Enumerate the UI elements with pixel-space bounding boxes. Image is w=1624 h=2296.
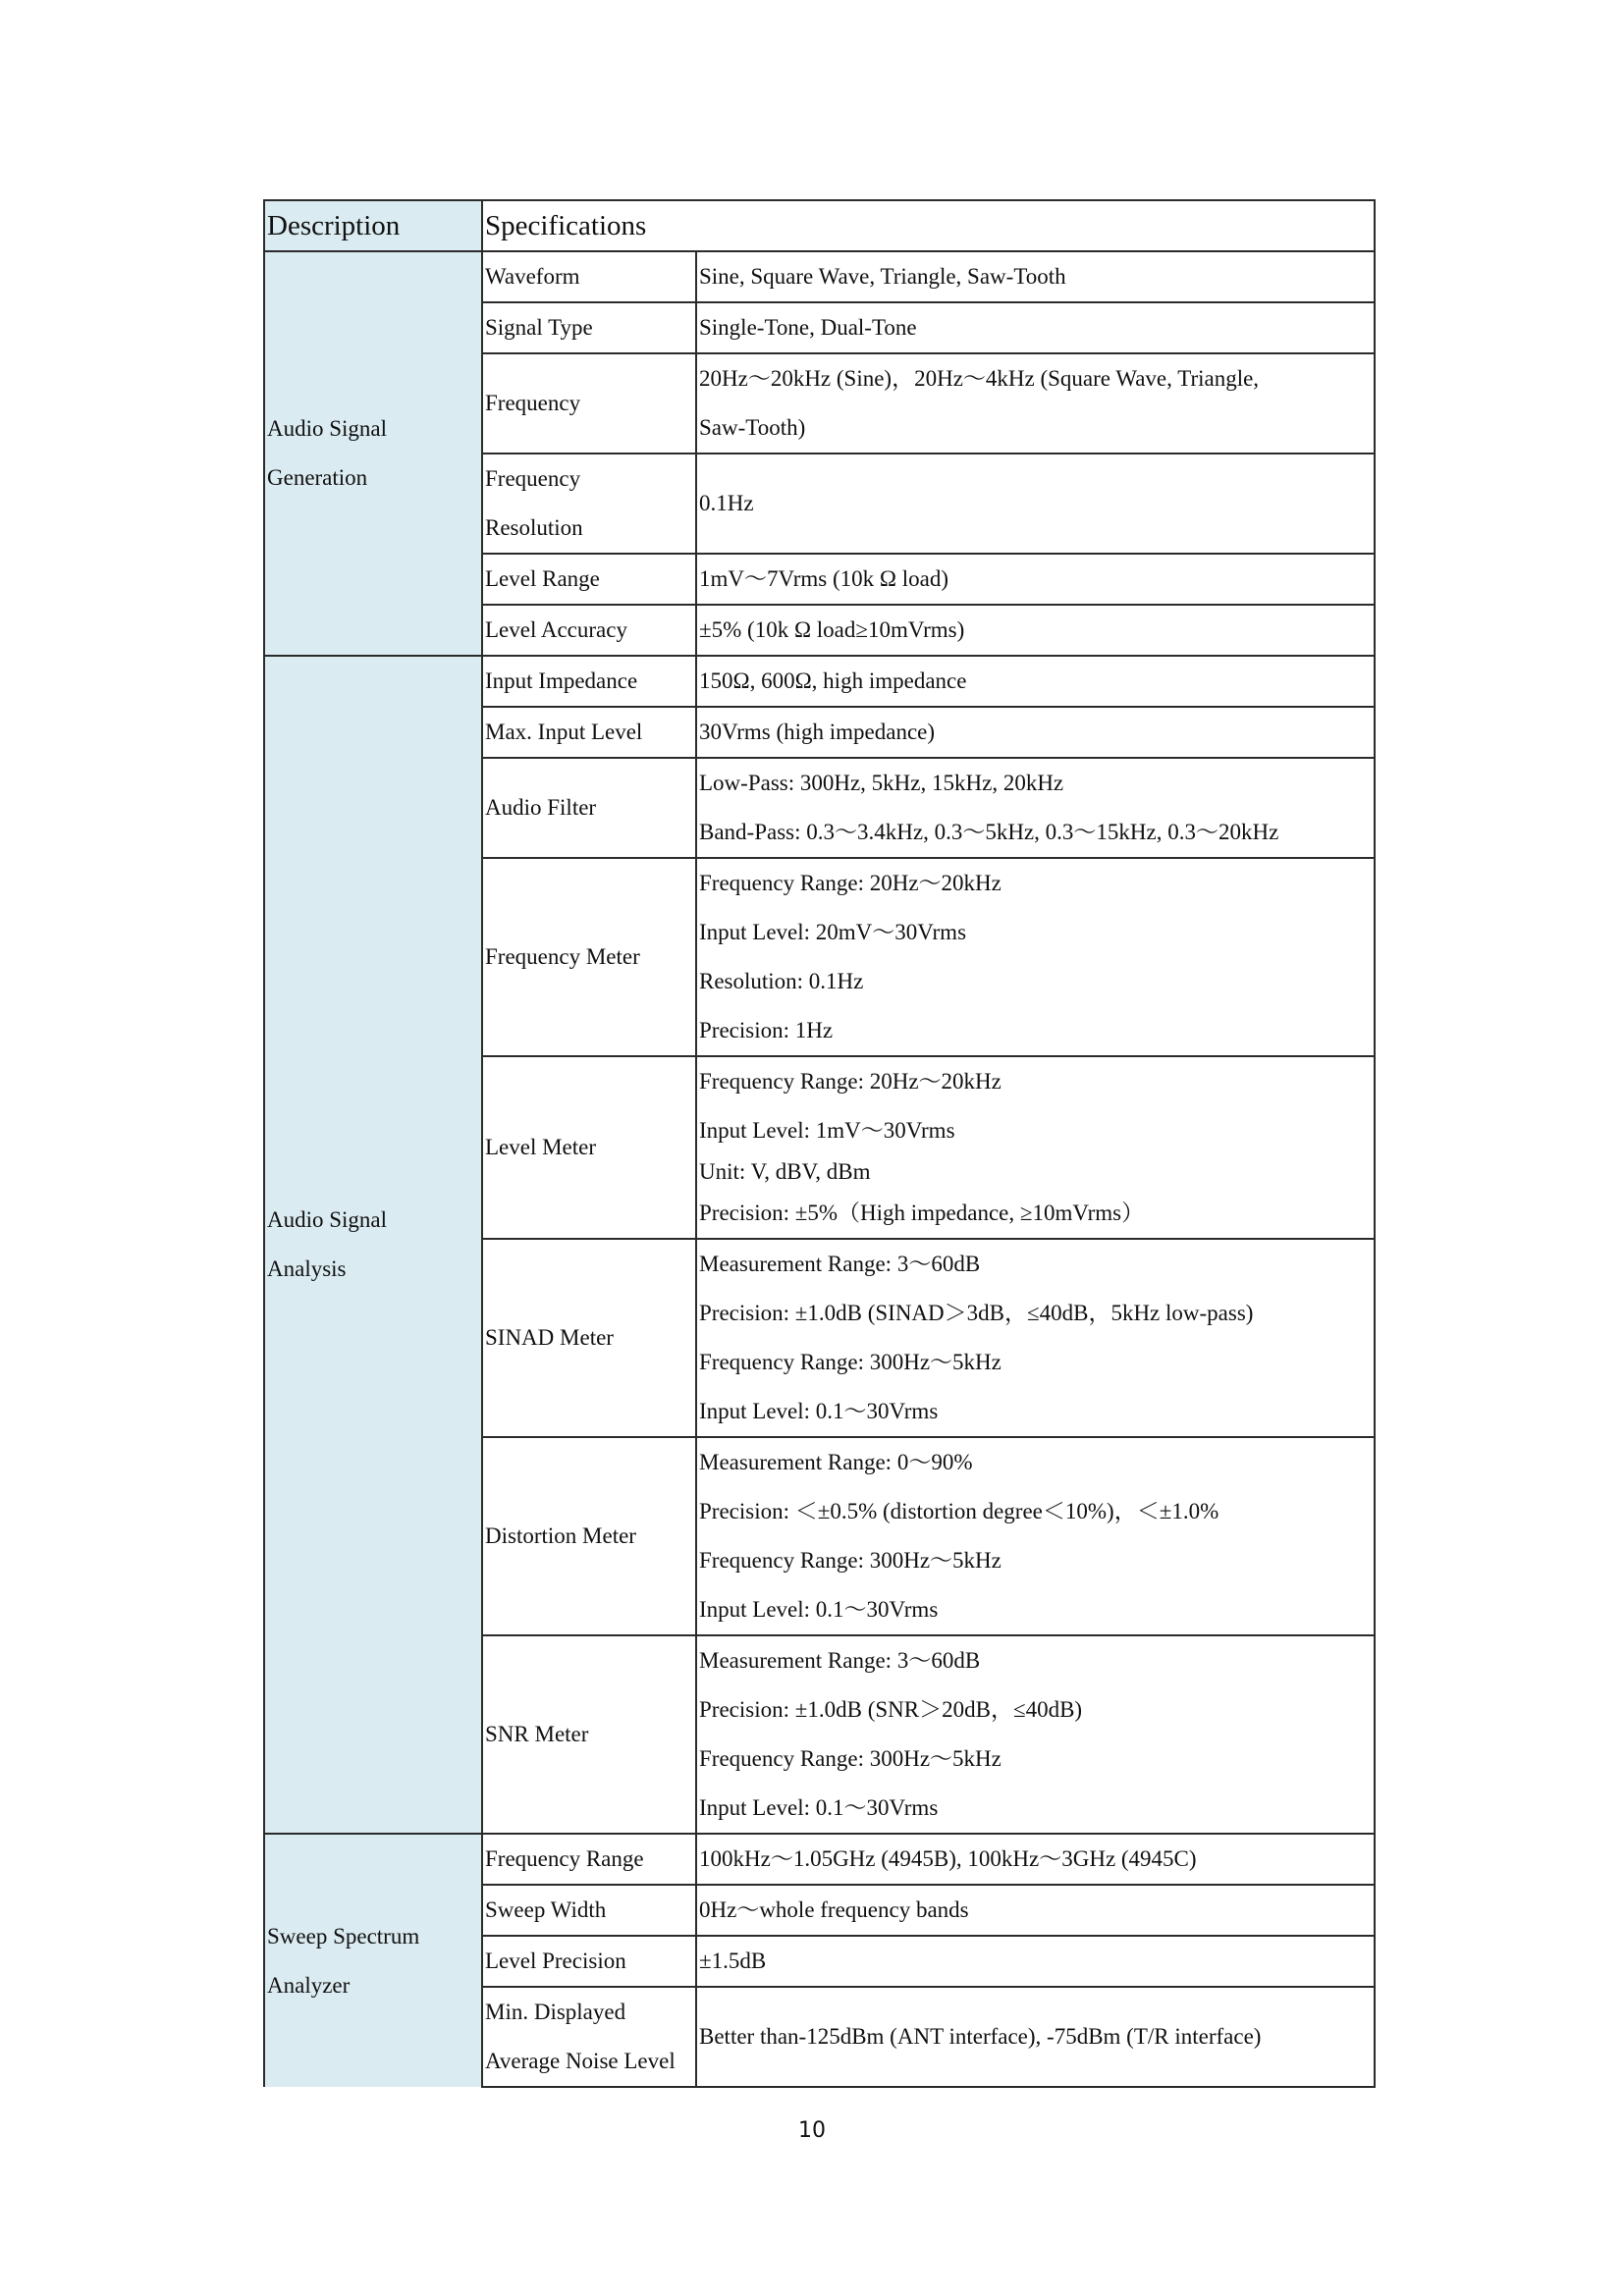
specifications-table: [263, 199, 1376, 2088]
specification-value-cell: [696, 1987, 1375, 2087]
specification-value-line: Measurement Range: 3～60dB: [699, 1252, 981, 1276]
header-description: Description: [264, 200, 482, 251]
specification-value-line: Frequency Range: 20Hz～20kHz: [699, 1069, 1001, 1094]
parameter-label: Min. Displayed: [485, 2000, 626, 2024]
specification-value-line: 100kHz～1.05GHz (4945B), 100kHz～3GHz (4945C): [699, 1846, 1197, 1871]
specification-value-line: Frequency Range: 300Hz～5kHz: [699, 1548, 1001, 1573]
parameter-label: Level Accuracy: [485, 617, 627, 642]
specification-value-line: Input Level: 0.1～30Vrms: [699, 1399, 939, 1423]
header-specifications: Specifications: [482, 200, 1375, 251]
parameter-label: Sweep Width: [485, 1897, 607, 1922]
table-header-row: [264, 200, 1375, 251]
specification-value-line: Precision: ＜±0.5% (distortion degree＜10%)，＜±1.0%: [699, 1499, 1219, 1523]
specification-value-line: Resolution: 0.1Hz: [699, 969, 864, 993]
specification-value-cell: [696, 554, 1375, 605]
specification-value-line: 1mV～7Vrms (10k Ω load): [699, 566, 948, 591]
category-label: Generation: [267, 465, 368, 490]
parameter-cell: [482, 1834, 696, 1885]
category-cell: [264, 1834, 482, 2087]
specification-value-line: Single-Tone, Dual-Tone: [699, 315, 917, 340]
parameter-cell: [482, 353, 696, 454]
table-row: [264, 656, 1375, 707]
specification-value-cell: [696, 707, 1375, 758]
specification-value-cell: [696, 1437, 1375, 1635]
parameter-label: Audio Filter: [485, 795, 597, 820]
specification-value-line: 20Hz～20kHz (Sine)，20Hz～4kHz (Square Wave, Triangle,: [699, 366, 1260, 391]
page-number: 10: [798, 2118, 826, 2143]
specification-value-line: 150Ω, 600Ω, high impedance: [699, 668, 967, 693]
specification-value-line: Input Level: 1mV～30Vrms: [699, 1118, 955, 1143]
parameter-label: SINAD Meter: [485, 1325, 614, 1350]
specification-value-cell: [696, 1834, 1375, 1885]
parameter-cell: [482, 1936, 696, 1987]
specification-value-cell: [696, 1635, 1375, 1834]
specification-value-line: Frequency Range: 300Hz～5kHz: [699, 1350, 1001, 1374]
parameter-cell: [482, 707, 696, 758]
specification-value-line: Precision: ±1.0dB (SNR＞20dB，≤40dB): [699, 1697, 1083, 1722]
specification-value-line: ±1.5dB: [699, 1949, 767, 1973]
specification-value-cell: [696, 454, 1375, 554]
parameter-label: Frequency: [485, 466, 581, 491]
specification-value-line: Precision: ±1.0dB (SINAD＞3dB，≤40dB，5kHz low-pass): [699, 1301, 1254, 1325]
category-cell: [264, 251, 482, 656]
parameter-cell: [482, 656, 696, 707]
parameter-label: Resolution: [485, 515, 583, 540]
specification-value-line: Unit: V, dBV, dBm: [699, 1159, 871, 1184]
specification-value-cell: [696, 656, 1375, 707]
parameter-cell: [482, 454, 696, 554]
category-label: Audio Signal: [267, 1207, 388, 1232]
specification-value-line: Saw-Tooth): [699, 415, 806, 440]
parameter-cell: [482, 1437, 696, 1635]
specification-value-cell: [696, 1239, 1375, 1437]
parameter-label: Level Meter: [485, 1135, 597, 1159]
specification-value-line: 0Hz～whole frequency bands: [699, 1897, 969, 1922]
parameter-cell: [482, 1056, 696, 1239]
parameter-cell: [482, 858, 696, 1056]
specification-value-line: Frequency Range: 20Hz～20kHz: [699, 871, 1001, 895]
specification-value-cell: [696, 1936, 1375, 1987]
specification-value-line: Precision: 1Hz: [699, 1018, 834, 1042]
specification-value-cell: [696, 758, 1375, 858]
parameter-cell: [482, 554, 696, 605]
table-row: [264, 1834, 1375, 1885]
specification-value-cell: [696, 1885, 1375, 1936]
parameter-label: Level Range: [485, 566, 600, 591]
parameter-label: Input Impedance: [485, 668, 638, 693]
specification-value-line: Input Level: 0.1～30Vrms: [699, 1795, 939, 1820]
specification-value-line: Input Level: 20mV～30Vrms: [699, 920, 967, 944]
specification-value-cell: [696, 1056, 1375, 1239]
parameter-cell: [482, 251, 696, 302]
specification-value-line: Measurement Range: 0～90%: [699, 1450, 973, 1474]
category-label: Sweep Spectrum: [267, 1923, 420, 1949]
table-row: [264, 251, 1375, 302]
parameter-label: Frequency: [485, 391, 581, 415]
specification-value-line: Band-Pass: 0.3～3.4kHz, 0.3～5kHz, 0.3～15kHz, 0.3～20kHz: [699, 820, 1279, 844]
specification-value-cell: [696, 858, 1375, 1056]
parameter-cell: [482, 1987, 696, 2087]
parameter-label: Frequency Range: [485, 1846, 644, 1871]
specification-value-line: Sine, Square Wave, Triangle, Saw-Tooth: [699, 264, 1066, 289]
category-cell: [264, 656, 482, 1834]
specification-value-line: 30Vrms (high impedance): [699, 720, 936, 744]
category-label: Analyzer: [267, 1972, 351, 1998]
specification-value-line: Measurement Range: 3～60dB: [699, 1648, 981, 1673]
parameter-label: Level Precision: [485, 1949, 626, 1973]
specification-value-cell: [696, 302, 1375, 353]
specification-value-line: Input Level: 0.1～30Vrms: [699, 1597, 939, 1622]
category-label: Audio Signal: [267, 416, 388, 441]
specification-value-cell: [696, 353, 1375, 454]
parameter-cell: [482, 1239, 696, 1437]
parameter-label: Average Noise Level: [485, 2049, 676, 2073]
parameter-label: SNR Meter: [485, 1722, 589, 1746]
specification-value-line: Frequency Range: 300Hz～5kHz: [699, 1746, 1001, 1771]
specification-value-line: ±5% (10k Ω load≥10mVrms): [699, 617, 965, 642]
parameter-cell: [482, 302, 696, 353]
category-label: Analysis: [267, 1256, 347, 1281]
parameter-label: Distortion Meter: [485, 1523, 636, 1548]
specification-value-line: Low-Pass: 300Hz, 5kHz, 15kHz, 20kHz: [699, 771, 1064, 795]
specification-value-line: Precision: ±5%（High impedance, ≥10mVrms）: [699, 1201, 1145, 1225]
specification-value-cell: [696, 605, 1375, 656]
specification-value-cell: [696, 251, 1375, 302]
parameter-cell: [482, 1885, 696, 1936]
specification-value-line: Better than-125dBm (ANT interface), -75dBm (T/R interface): [699, 2024, 1262, 2049]
parameter-cell: [482, 1635, 696, 1834]
parameter-label: Waveform: [485, 264, 580, 289]
parameter-label: Signal Type: [485, 315, 593, 340]
parameter-cell: [482, 605, 696, 656]
parameter-label: Max. Input Level: [485, 720, 643, 744]
parameter-label: Frequency Meter: [485, 944, 640, 969]
specification-value-line: 0.1Hz: [699, 491, 754, 515]
parameter-cell: [482, 758, 696, 858]
